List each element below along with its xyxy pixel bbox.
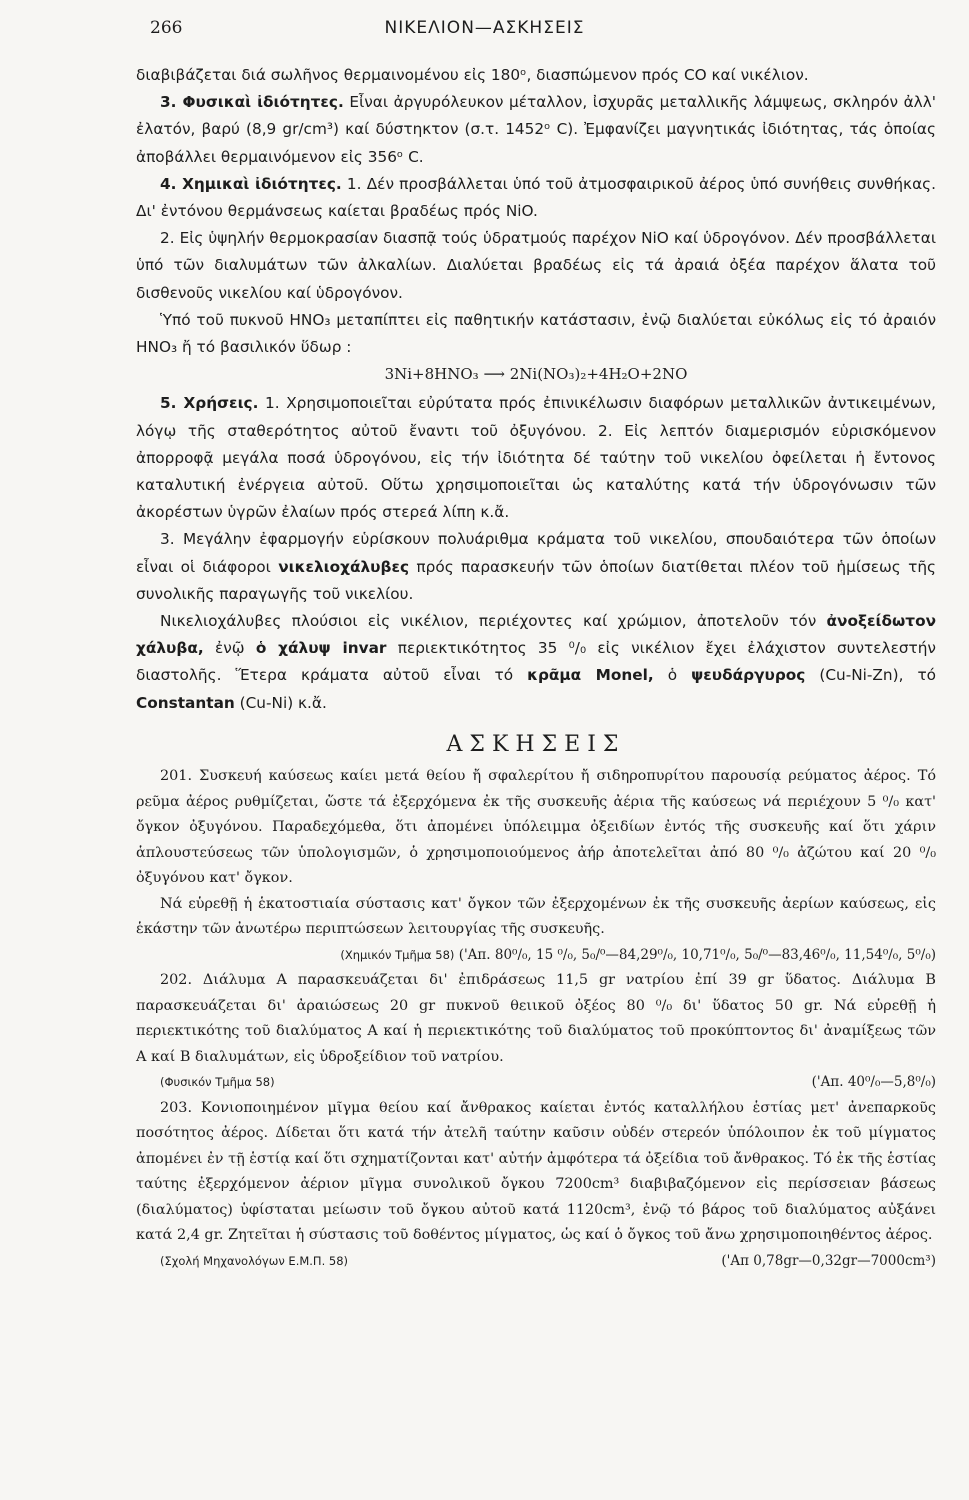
text-run: Νικελιοχάλυβες πλούσιοι εἰς νικέλιον, περιέχοντες καί χρώμιον, ἀποτελοῦν τόν <box>160 612 827 631</box>
section-heading: 4. Χημικαὶ ἰδιότητες. <box>160 174 342 193</box>
section-heading: 5. Χρήσεις. <box>160 394 259 413</box>
paragraph <box>136 608 936 717</box>
exercise-text: 201. Συσκευή καύσεως καίει μετά θείου ἤ σφαλερίτου ἤ σιδηροπυρίτου παρουσίᾳ ρεύματος ἀέρος. Τό ρεῦμα ἀέρος ρυθμίζεται, ὥστε τά ἐξερχόμενα ἐκ τῆς συσκευῆς ἀέρια τῆς καύσεως νά περιέχουν 5 ⁰/₀ κατ' ὄγκον ὀξυγόνου. Παραδεχόμεθα, ὅτι ἀπομένει ὑπόλειμμα ὀξειδίων ἐντός τῆς συσκευῆς καί ὅτι χάριν ἁπλουστεύσεως τῶν ὑπολογισμῶν, ὁ χρησιμοποιούμενος ἀήρ ἀποτελεῖται ἀπό 80 ⁰/₀ ἀζώτου καί 20 ⁰/₀ ὀξυγόνου κατ' ὄγκον. <box>136 768 936 887</box>
text-run: (Cu-Ni-Zn), τό <box>805 666 937 685</box>
section-text: 1. Δέν προσβάλλεται ὑπό τοῦ ἀτμοσφαιρικοῦ ἀέρος ὑπό συνήθεις συνθήκας. Δι' ἐντόνου θερμάνσεως καίεται βραδέως πρός NiO. <box>136 174 936 221</box>
exercise-answer: ('Απ. 40⁰/₀—5,8⁰/₀) <box>811 1074 936 1091</box>
exercise-answer-line <box>136 1249 936 1275</box>
exercise-source: (Χημικόν Τμῆμα 58) <box>340 947 455 962</box>
paragraph: Ὑπό τοῦ πυκνοῦ HNO₃ μεταπίπτει εἰς παθητικήν κατάστασιν, ἐνῷ διαλύεται εὐκόλως εἰς τό ἀραιόν HNO₃ ἤ τό βασιλικόν ὕδωρ : <box>136 310 936 357</box>
text-run: ἐνῷ <box>203 639 256 658</box>
exercise-203 <box>136 1096 936 1275</box>
text-run: πρός παρασκευήν τῶν ὁποίων διατίθεται πλέον τοῦ ἡμίσεως τῆς συνολικῆς παραγωγῆς τοῦ νικελίου. <box>136 557 937 603</box>
section-text: 1. Χρησιμοποιεῖται εὐρύτατα πρός ἐπινικέλωσιν διαφόρων μεταλλικῶν ἀντικειμένων, λόγῳ τῆς σταθερότητος αὐτοῦ ἔναντι τοῦ ὀξυγόνου. 2. Εἰς λεπτόν διαμερισμόν εὑρισκόμενον ἀπορροφᾷ μεγάλα ποσά ὑδρογόνου, εἰς τήν ἰδιότητα δέ ταύτην τοῦ νικελίου ὀφείλεται ἡ ἔντονος καταλυτική ἐνέργεια αὐτοῦ. Οὕτω χρησιμοποιεῖται ὡς καταλύτης κατά τήν ὑδρογόνωσιν τῶν ἀκορέστων ὑγρῶν ἐλαίων πρός στερεά λίπη κ.ἄ. <box>136 394 936 522</box>
text-run: (Cu-Ni) κ.ἄ. <box>234 693 327 712</box>
exercise-answer: ('Απ. 80⁰/₀, 15 ⁰/₀, 5₀/⁰—84,29⁰/₀, 10,71⁰/₀, 5₀/⁰—83,46⁰/₀, 11,54⁰/₀, 5⁰/₀) <box>454 946 936 963</box>
chemical-equation: 3Ni+8HNO₃ ⟶ 2Ni(NO₃)₂+4H₂O+2NO <box>384 365 688 384</box>
exercise-text: 203. Κονιοποιημένον μῖγμα θείου καί ἄνθρακος καίεται ἐντός καταλλήλου ἑστίας μετ' ἀνεπαρκοῦς ποσότητος ἀέρος. Δίδεται ὅτι κατά τήν ἀτελῆ ταύτην καῦσιν οὐδέν στερεόν ὑπόλοιπον ἐκ τοῦ μίγματος ἀπομένει ἐν τῇ ἑστίᾳ καί ὅτι σχηματίζονται κατ' αὐτήν ἀμφότερα τά ὀξείδια τοῦ ἄνθρακος. Τό ἐκ τῆς ἑστίας ταύτης ἐξερχόμενον ἀέριον μῖγμα συνολικοῦ ὄγκου 7200cm³ διαβιβαζόμενον εἰς περίσσειαν βάσεως (διαλύματος) ὑφίσταται μείωσιν τοῦ ὄγκου αὐτοῦ κατά 1120cm³, ἐνῷ τό βάρος τοῦ διαλύματος αὐξάνει κατά 2,4 gr. Ζητεῖται ἡ σύστασις τοῦ δοθέντος μίγματος, ὡς καί ὁ ὄγκος τοῦ ἄνω χρησιμοποιηθέντος ἀέρος. <box>136 1099 936 1244</box>
exercise-answer-line <box>136 1070 936 1096</box>
exercise-text: 202. Διάλυμα Α παρασκευάζεται δι' ἐπιδράσεως 11,5 gr νατρίου ἐπί 39 gr ὕδατος. Διάλυμα Β παρασκευάζεται δι' ἀραιώσεως 20 gr πυκνοῦ θειικοῦ ὀξέος 80 ⁰/₀ δι' ὕδατος 50 gr. Νά εὑρεθῇ ἡ περιεκτικότης τοῦ διαλύματος Α καί ἡ περιεκτικότης τοῦ διαλύματος τοῦ προκύπτοντος δι' ἀναμίξεως τῶν Α καί Β διαλυμάτων, εἰς ὑδροξείδιον τοῦ νατρίου. <box>136 972 936 1065</box>
exercise-source: (Σχολή Μηχανολόγων Ε.Μ.Π. 58) <box>160 1253 349 1268</box>
paragraph <box>136 526 936 608</box>
section-heading: 3. Φυσικαὶ ἰδιότητες. <box>160 93 344 112</box>
text-run: ὁ <box>653 666 692 685</box>
exercise-answer: ('Απ 0,78gr—0,32gr—7000cm³) <box>721 1252 936 1269</box>
paragraph: 2. Εἰς ὑψηλήν θερμοκρασίαν διασπᾷ τούς ὑδρατμούς παρέχον NiO καί ὑδρογόνον. Δέν προσβάλλεται ὑπό τῶν διαλυμάτων τῶν ἀλκαλίων. Διαλύεται βραδέως εἰς τά ἀραιά ὀξέα παρέχον ἅλατα τοῦ δισθενοῦς νικελίου καί ὑδρογόνον. <box>136 229 936 302</box>
section-text: Εἶναι ἀργυρόλευκον μέταλλον, ἰσχυρᾶς μεταλλικῆς λάμψεως, σκληρόν ἀλλ' ἐλατόν, βαρύ (8,9 gr/cm³) καί δύστηκτον (σ.τ. 1452ᵒ C). Ἐμφανίζει μαγνητικάς ἰδιότητας, τάς ὁποίας ἀποβάλλει θερμαινόμενον εἰς 356ᵒ C. <box>136 93 936 166</box>
bold-term: ἀνοξείδωτον χάλυβα, <box>136 612 936 658</box>
section-physical-properties <box>136 89 936 171</box>
page-number: 266 <box>150 18 183 38</box>
bold-term: νικελιοχάλυβες <box>278 557 410 576</box>
bold-term: κρᾶμα Monel, <box>527 666 654 685</box>
bold-term: Constantan <box>136 693 235 712</box>
exercise-202 <box>136 968 936 1096</box>
section-chemical-properties <box>136 171 936 225</box>
exercise-answer-line <box>136 943 936 969</box>
bold-term: ψευδάργυρος <box>691 666 806 685</box>
paragraph-intro: διαβιβάζεται διά σωλῆνος θερμαινομένου εἰς 180ᵒ, διασπώμενον πρός CO καί νικέλιον. <box>136 66 809 84</box>
text-run: περιεκτικότητος 35 ⁰/₀ εἰς νικέλιον ἔχει ἐλάχιστον συντελεστήν διαστολῆς. Ἕτερα κράματα αὐτοῦ εἶναι τό <box>136 639 936 685</box>
exercises-title: ΑΣΚΗΣΕΙΣ <box>446 731 626 757</box>
page-body <box>136 62 936 1274</box>
exercise-201 <box>136 764 936 968</box>
text-run: 3. Μεγάλην ἐφαρμογήν εὑρίσκουν πολυάριθμα κράματα τοῦ νικελίου, σπουδαιότερα τῶν ὁποίων εἶναι οἱ διάφοροι <box>136 530 936 576</box>
running-head: ΝΙΚΕΛΙΟΝ—ΑΣΚΗΣΕΙΣ <box>384 18 585 38</box>
exercise-question: Νά εὑρεθῇ ἡ ἑκατοστιαία σύστασις κατ' ὄγκον τῶν ἐξερχομένων ἐκ τῆς συσκευῆς ἀερίων καύσεως, εἰς ἑκάστην τῶν ἀνωτέρω περιπτώσεων λειτουργίας τῆς συσκευῆς. <box>136 895 936 938</box>
bold-term: ὁ χάλυψ invar <box>255 639 387 658</box>
exercise-source: (Φυσικόν Τμῆμα 58) <box>160 1075 275 1090</box>
section-uses <box>136 390 936 526</box>
